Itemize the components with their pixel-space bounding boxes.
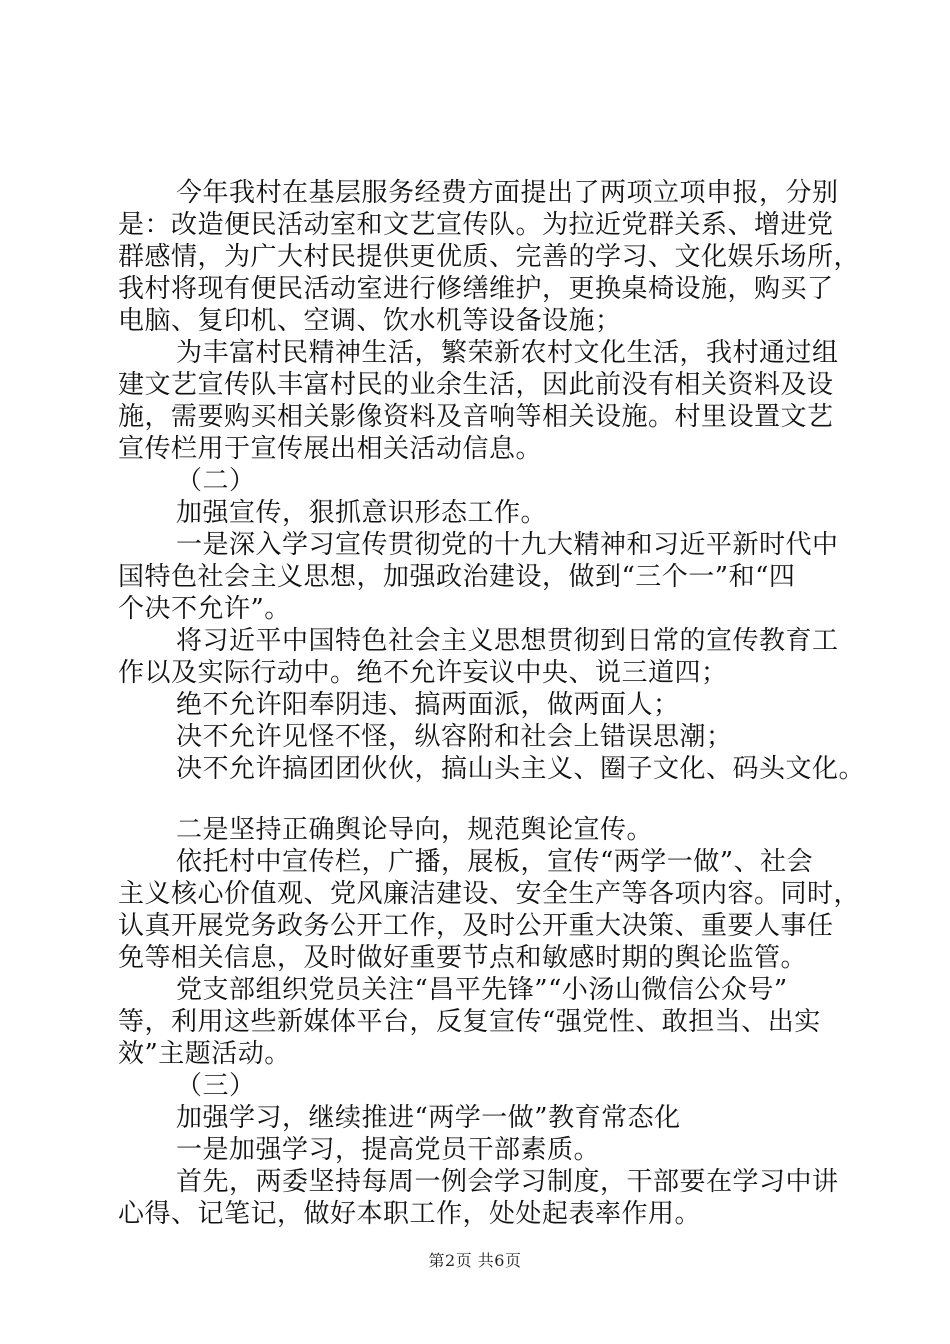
text-line: 作以及实际行动中。绝不允许妄议中央、说三道四； [118, 658, 728, 688]
text-line: 电脑、复印机、空调、饮水机等设备设施； [118, 306, 622, 336]
section-marker: （三） [176, 1071, 256, 1101]
section-heading: 加强宣传，狠抓意识形态工作。 [176, 498, 548, 528]
text-line: 群感情，为广大村民提供更优质、完善的学习、文化娱乐场所， [118, 242, 861, 272]
section-heading: 加强学习，继续推进“两学一做”教育常态化 [176, 1103, 681, 1133]
text-line: 首先，两委坚持每周一例会学习制度，干部要在学习中讲 [176, 1167, 839, 1197]
text-line: 一是加强学习，提高党员干部素质。 [176, 1135, 601, 1165]
text-line: 免等相关信息，及时做好重要节点和敏感时期的舆论监管。 [118, 943, 808, 973]
text-line: 决不允许见怪不怪，纵容附和社会上错误思潮； [176, 722, 733, 752]
text-line: 将习近平中国特色社会主义思想贯彻到日常的宣传教育工 [176, 626, 839, 656]
text-line: 效”主题活动。 [118, 1039, 291, 1069]
text-line: 二是坚持正确舆论导向，规范舆论宣传。 [176, 815, 654, 845]
text-line: 依托村中宣传栏，广播，展板，宣传“两学一做”、社会 [176, 847, 814, 877]
text-line: 等，利用这些新媒体平台，反复宣传“强党性、敢担当、出实 [118, 1007, 821, 1037]
text-line: 施，需要购买相关影像资料及音响等相关设施。村里设置文艺 [118, 402, 834, 432]
text-line: 主义核心价值观、党风廉洁建设、安全生产等各项内容。同时， [118, 879, 861, 909]
page-footer: 第2页 共6页 [428, 1251, 522, 1270]
text-line: 建文艺宣传队丰富村民的业余生活，因此前没有相关资料及设 [118, 370, 834, 400]
text-line: 党支部组织党员关注“昌平先锋”“小汤山微信公众号” [176, 975, 788, 1005]
text-line: 心得、记笔记，做好本职工作，处处起表率作用。 [118, 1199, 702, 1229]
text-line: 认真开展党务政务公开工作，及时公开重大决策、重要人事任 [118, 911, 834, 941]
text-line: 国特色社会主义思想，加强政治建设，做到“三个一”和“四 [118, 562, 796, 592]
section-marker: （二） [176, 466, 256, 496]
text-line: 决不允许搞团团伙伙，搞山头主义、圈子文化、码头文化。 [176, 754, 866, 784]
text-line: 为丰富村民精神生活，繁荣新农村文化生活，我村通过组 [176, 338, 839, 368]
text-line: 今年我村在基层服务经费方面提出了两项立项申报，分别 [176, 178, 839, 208]
text-line: 我村将现有便民活动室进行修缮维护，更换桌椅设施，购买了 [118, 274, 834, 304]
text-line: 个决不允许”。 [118, 594, 291, 624]
text-line: 绝不允许阳奉阴违、搞两面派，做两面人； [176, 690, 680, 720]
text-line: 一是深入学习宣传贯彻党的十九大精神和习近平新时代中 [176, 530, 839, 560]
text-line: 宣传栏用于宣传展出相关活动信息。 [118, 434, 543, 464]
text-line: 是：改造便民活动室和文艺宣传队。为拉近党群关系、增进党 [118, 210, 834, 240]
